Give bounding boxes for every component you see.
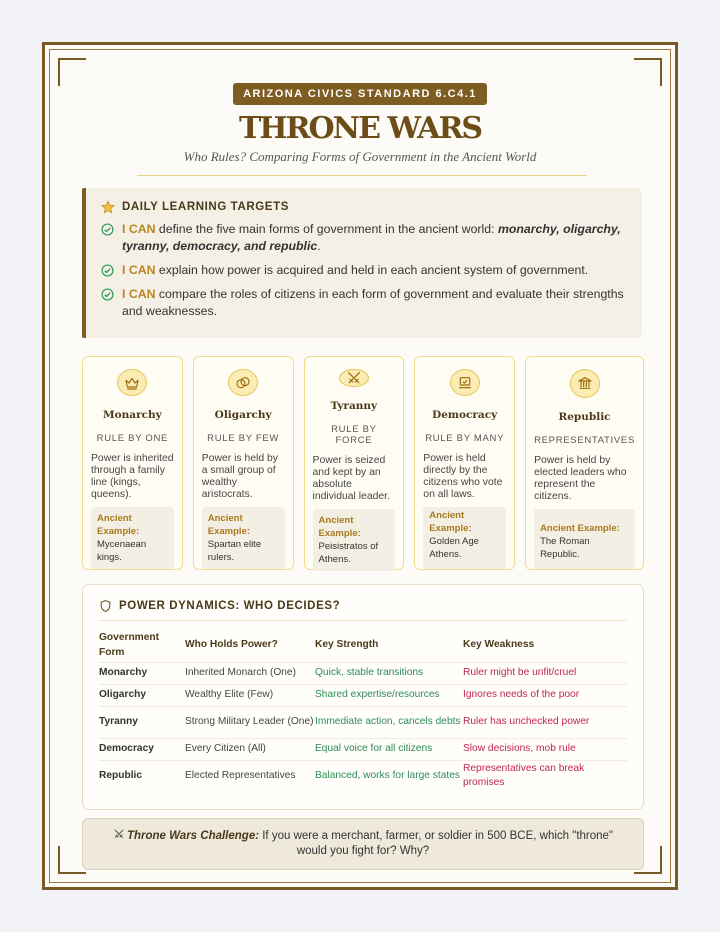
- card-title: Oligarchy: [214, 409, 272, 421]
- card-rule: RULE BY FORCE: [331, 424, 377, 446]
- i-can-label: I CAN: [122, 222, 156, 236]
- column-header: Key Weakness: [463, 639, 535, 651]
- example-line: [540, 522, 629, 561]
- challenge-box: [82, 818, 644, 870]
- row-holder: Every Citizen (All): [185, 738, 315, 760]
- crown-icon: [117, 369, 147, 396]
- row-holder: Wealthy Elite (Few): [185, 684, 315, 706]
- card-description: Power is inherited through a family line (kings, queens).: [91, 453, 174, 500]
- page-subtitle: Who Rules? Comparing Forms of Government in the Ancient World: [183, 149, 537, 164]
- target-item: [101, 262, 626, 279]
- card-example: [423, 507, 506, 569]
- coins-icon: [228, 369, 258, 396]
- card-example: [91, 507, 174, 569]
- dynamics-heading-text: POWER DYNAMICS: WHO DECIDES?: [119, 600, 341, 612]
- worksheet-page: [42, 42, 678, 890]
- header-divider: [137, 175, 587, 176]
- check-circle-icon: [101, 264, 114, 277]
- corner-ornament: [58, 58, 86, 86]
- target-item: [101, 286, 626, 320]
- row-holder: Inherited Monarch (One): [185, 662, 315, 684]
- row-form: Republic: [99, 760, 185, 792]
- example-text: The Roman Republic.: [540, 536, 590, 560]
- row-strength: Shared expertise/resources: [315, 684, 463, 706]
- table-row: [99, 662, 627, 684]
- row-form: Democracy: [99, 738, 185, 760]
- card-description: Power is held by a small group of wealthy aristocrats.: [201, 453, 279, 500]
- card-example: [534, 509, 635, 569]
- vote-icon: [450, 369, 480, 396]
- row-weakness: Ruler has unchecked power: [463, 706, 627, 738]
- example-text: Golden Age Athens.: [429, 536, 479, 560]
- row-strength: Equal voice for all citizens: [315, 738, 463, 760]
- row-strength: Quick, stable transitions: [315, 662, 463, 684]
- example-text: Spartan elite rulers.: [207, 539, 262, 563]
- card-republic: [525, 356, 644, 570]
- check-circle-icon: [101, 223, 114, 236]
- row-weakness: Ruler might be unfit/cruel: [463, 662, 627, 684]
- example-label: Ancient Example:: [540, 523, 620, 534]
- learning-targets-box: [82, 188, 642, 338]
- card-title: Republic: [558, 410, 611, 423]
- card-democracy: [414, 356, 515, 570]
- standard-badge: ARIZONA CIVICS STANDARD 6.C4.1: [233, 83, 487, 105]
- government-cards: [82, 356, 644, 570]
- columns-icon: [570, 369, 600, 398]
- table-row: [99, 684, 627, 706]
- row-weakness: Ignores needs of the poor: [463, 684, 627, 706]
- target-emphasis: monarchy, oligarchy, tyranny, democracy, and republic: [122, 222, 621, 253]
- row-form: Monarchy: [99, 662, 185, 684]
- page-header: [45, 83, 675, 165]
- example-label: Ancient Example:: [429, 510, 472, 534]
- card-example: [313, 509, 396, 571]
- row-holder: Elected Representatives: [185, 760, 315, 792]
- card-title: Democracy: [432, 409, 498, 421]
- row-form: Tyranny: [99, 706, 185, 738]
- card-rule: RULE BY ONE: [96, 433, 169, 444]
- target-text: compare the roles of citizens in each form of government and evaluate their strengths and weaknesses.: [122, 287, 624, 318]
- i-can-label: I CAN: [122, 287, 156, 301]
- card-rule: REPRESENTATIVES: [534, 434, 636, 446]
- card-monarchy: [82, 356, 183, 570]
- target-suffix: .: [317, 239, 321, 253]
- example-label: Ancient Example:: [207, 513, 251, 537]
- table-row: [99, 760, 627, 792]
- card-example: [202, 507, 285, 569]
- example-text: Mycenaean kings.: [97, 539, 147, 563]
- table-header-row: [99, 628, 627, 662]
- row-weakness: Representatives can break promises: [463, 760, 627, 792]
- star-icon: [101, 200, 115, 214]
- example-line: [429, 509, 500, 561]
- targets-heading-text: DAILY LEARNING TARGETS: [122, 201, 289, 213]
- row-holder: Strong Military Leader (One): [185, 706, 315, 738]
- column-header: Who Holds Power?: [185, 639, 278, 651]
- target-text: explain how power is acquired and held in each ancient system of government.: [155, 263, 589, 277]
- card-description: Power is held directly by the citizens who vote on all laws.: [423, 453, 503, 500]
- column-header: Key Strength: [315, 639, 379, 651]
- swords-icon: [339, 369, 369, 387]
- page-title: THRONE WARS: [238, 111, 482, 146]
- check-circle-icon: [101, 288, 114, 301]
- row-form: Oligarchy: [99, 684, 185, 706]
- challenge-text: If you were a merchant, farmer, or soldier in 500 BCE, which "throne" would you fight for? Why?: [259, 830, 614, 857]
- example-text: Peisistratos of Athens.: [318, 541, 379, 565]
- card-rule: RULE BY FEW: [207, 433, 280, 444]
- targets-heading: [101, 200, 626, 214]
- target-item: [101, 221, 626, 255]
- target-text: define the five main forms of government in the ancient world:: [155, 222, 498, 236]
- card-description: Power is seized and kept by an absolute individual leader.: [312, 455, 390, 502]
- row-strength: Balanced, works for large states: [315, 760, 463, 792]
- challenge-label: Throne Wars Challenge:: [126, 830, 260, 842]
- comparison-table: [99, 628, 627, 792]
- dynamics-heading: [99, 599, 340, 613]
- row-strength: Immediate action, cancels debts: [315, 706, 463, 738]
- example-label: Ancient Example:: [318, 515, 361, 539]
- card-tyranny: [304, 356, 405, 570]
- card-oligarchy: [193, 356, 294, 570]
- example-label: Ancient Example:: [97, 513, 140, 537]
- shield-icon: [99, 599, 112, 613]
- row-weakness: Slow decisions, mob rule: [463, 738, 627, 760]
- corner-ornament: [634, 58, 662, 86]
- card-description: Power is held by elected leaders who represent the citizens.: [534, 454, 627, 502]
- table-row: [99, 738, 627, 760]
- column-header: Government Form: [99, 631, 160, 658]
- crossed-swords-icon: [113, 828, 125, 840]
- table-row: [99, 706, 627, 738]
- dynamics-divider: [99, 620, 627, 621]
- power-dynamics-section: [82, 584, 644, 810]
- card-title: Tyranny: [330, 400, 378, 412]
- i-can-label: I CAN: [122, 263, 156, 277]
- card-rule: RULE BY MANY: [425, 433, 505, 444]
- card-title: Monarchy: [103, 409, 162, 421]
